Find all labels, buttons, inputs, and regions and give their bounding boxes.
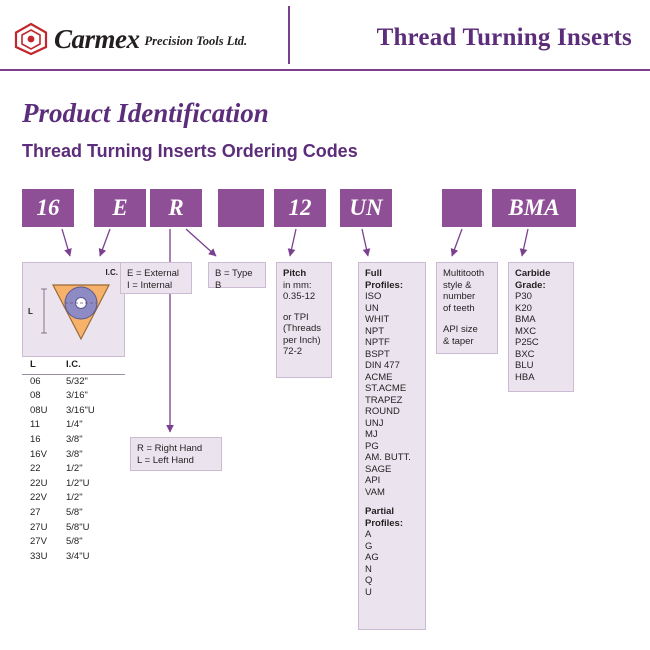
carbide-item: K20: [515, 302, 532, 314]
multitooth-line-1: Multitooth: [443, 268, 485, 279]
carbide-item: P30: [515, 291, 532, 302]
cell-l: 11: [30, 419, 40, 431]
code-box-pitch: 12: [274, 189, 326, 227]
cell-l: 06: [30, 375, 41, 387]
partial-profile-item: N: [365, 563, 372, 575]
table-row: [22, 375, 125, 390]
cell-l: 22U: [30, 477, 48, 489]
ic-label: I.C.: [105, 268, 118, 277]
profile-item: ISO: [365, 291, 382, 302]
profile-item: UNJ: [365, 417, 384, 429]
multitooth-spacer: [443, 314, 491, 324]
panel-carbide-grade: [508, 262, 574, 392]
table-row: [22, 462, 125, 477]
profile-item: ACME: [365, 371, 393, 383]
cell-l: 22: [30, 463, 41, 475]
table-row: [22, 418, 125, 433]
code-box-direction: R: [150, 189, 202, 227]
hand-type-line-2: I = Internal: [127, 279, 173, 291]
table-row: [22, 506, 125, 521]
hand-direction-line-2: L = Left Hand: [137, 454, 194, 466]
cell-ic: 5/8"U: [66, 521, 90, 533]
dimension-table: [22, 358, 125, 564]
carbide-item: BMA: [515, 314, 536, 325]
multitooth-line-6: API size: [443, 324, 478, 335]
cell-ic: 1/2": [66, 492, 83, 504]
partial-profile-item: G: [365, 540, 373, 552]
table-row: [22, 550, 125, 565]
brand-name: Carmex: [54, 23, 140, 54]
page-subtitle: Thread Turning Inserts Ordering Codes: [22, 141, 358, 161]
pitch-title: Pitch: [283, 268, 307, 279]
panel-hand-direction: [130, 437, 222, 471]
partial-profile-item: U: [365, 586, 372, 598]
insert-diagram-panel: [22, 262, 125, 357]
profile-item: ST.ACME: [365, 383, 407, 394]
code-box-grade: BMA: [492, 189, 576, 227]
pitch-line-7: 72-2: [283, 346, 303, 357]
table-row: [22, 404, 125, 419]
carbide-item: MXC: [515, 325, 537, 337]
cell-l: 08U: [30, 404, 48, 416]
col-header-ic: I.C.: [66, 359, 81, 370]
full-profiles-title: Full: [365, 268, 382, 279]
pitch-line-5: (Threads: [283, 323, 322, 334]
cell-ic: 1/2": [66, 463, 83, 475]
cell-l: 27V: [30, 536, 47, 548]
type-b-line-1: B = Type B: [215, 268, 253, 291]
header-rule: [0, 69, 650, 71]
cell-ic: 1/2"U: [66, 477, 90, 489]
table-row: [22, 491, 125, 506]
carmex-logo-icon: [14, 22, 48, 56]
pitch-line-2: 0.35-12: [283, 291, 316, 302]
code-box-type: [218, 189, 264, 227]
cell-ic: 3/16": [66, 390, 88, 402]
profile-item: DIN 477: [365, 360, 400, 371]
panel-hand-type: [120, 262, 192, 294]
multitooth-line-4: of teeth: [443, 302, 475, 314]
table-row: [22, 433, 125, 448]
cell-ic: 5/8": [66, 536, 83, 548]
pitch-line-6: per Inch): [283, 334, 321, 346]
brand: [14, 22, 247, 56]
carbide-title-2: Grade:: [515, 279, 546, 291]
code-box-multitooth: [442, 189, 482, 227]
carbide-item: BXC: [515, 348, 535, 360]
dimension-table-header: [22, 358, 125, 375]
cell-ic: 1/4": [66, 419, 83, 431]
partial-profile-item: Q: [365, 575, 373, 586]
cell-ic: 3/4"U: [66, 550, 90, 562]
profile-item: PG: [365, 440, 379, 452]
page-header: [0, 0, 650, 70]
panel-pitch: [276, 262, 332, 378]
page-title: Product Identification: [22, 98, 269, 128]
profile-item: VAM: [365, 486, 385, 498]
hand-direction-line-1: R = Right Hand: [137, 443, 203, 454]
cell-l: 22V: [30, 492, 47, 504]
panel-multitooth: [436, 262, 498, 354]
carbide-title: Carbide: [515, 268, 551, 279]
cell-l: 27: [30, 506, 41, 518]
table-row: [22, 477, 125, 492]
cell-l: 27U: [30, 521, 48, 533]
cell-ic: 3/16"U: [66, 404, 95, 416]
full-profiles-title-2: Profiles:: [365, 279, 404, 291]
profile-item: TRAPEZ: [365, 394, 403, 406]
multitooth-line-3: number: [443, 291, 476, 302]
cell-l: 16: [30, 433, 41, 445]
panel-profiles: [358, 262, 426, 630]
profile-item: AM. BUTT.: [365, 452, 411, 463]
profile-item: BSPT: [365, 348, 390, 360]
multitooth-line-2: style &: [443, 279, 472, 291]
l-label: L: [28, 307, 33, 316]
profile-item: WHIT: [365, 314, 390, 325]
cell-l: 16V: [30, 448, 47, 460]
hand-type-line-1: E = External: [127, 268, 180, 279]
profile-item: SAGE: [365, 463, 392, 475]
cell-ic: 3/8": [66, 433, 83, 445]
partial-profile-item: AG: [365, 552, 379, 563]
partial-profile-item: A: [365, 529, 372, 540]
code-box-size: 16: [22, 189, 74, 227]
partial-profiles-title-2: Profiles:: [365, 517, 404, 529]
profiles-spacer: [365, 498, 419, 506]
cell-l: 33U: [30, 550, 48, 562]
profile-item: MJ: [365, 429, 378, 440]
pitch-line-1: in mm:: [283, 279, 312, 291]
cell-l: 08: [30, 390, 41, 402]
code-box-profile: UN: [340, 189, 392, 227]
table-row: [22, 535, 125, 550]
carbide-item: P25C: [515, 337, 539, 348]
profile-item: NPT: [365, 325, 384, 337]
header-divider: [288, 6, 290, 64]
profile-item: API: [365, 475, 381, 486]
cell-ic: 5/8": [66, 506, 83, 518]
table-row: [22, 448, 125, 463]
table-row: [22, 521, 125, 536]
table-row: [22, 389, 125, 404]
profile-item: UN: [365, 302, 379, 314]
cell-ic: 5/32": [66, 375, 88, 387]
panel-type-b: [208, 262, 266, 291]
carbide-item: BLU: [515, 360, 534, 371]
header-title: Thread Turning Inserts: [376, 24, 632, 51]
pitch-line-4: or TPI: [283, 311, 309, 323]
carbide-item: HBA: [515, 371, 535, 383]
insert-drawing-icon: [23, 263, 124, 356]
pitch-spacer: [283, 303, 325, 312]
brand-subtitle: Precision Tools Ltd.: [144, 33, 248, 48]
multitooth-line-7: & taper: [443, 335, 474, 347]
cell-ic: 3/8": [66, 448, 83, 460]
partial-profiles-title: Partial: [365, 506, 395, 517]
profile-item: NPTF: [365, 337, 390, 348]
profile-item: ROUND: [365, 406, 400, 417]
col-header-l: L: [30, 359, 36, 370]
code-box-hand-type: E: [94, 189, 146, 227]
